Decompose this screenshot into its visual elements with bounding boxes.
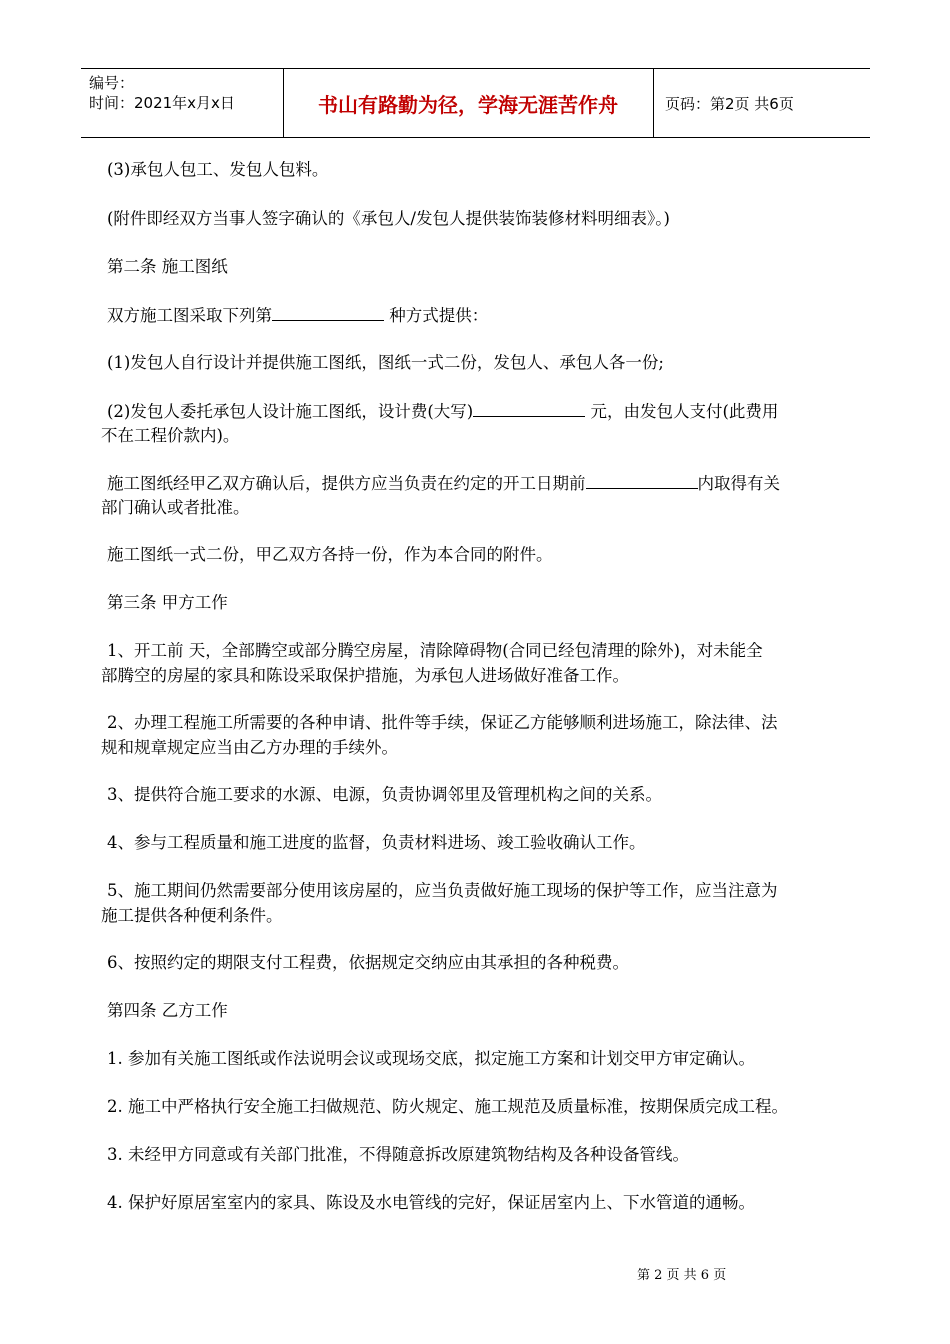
paragraph-continuation: 不在工程价款内)。 [101,426,240,445]
text-segment: 种方式提供： [384,306,489,325]
header-page-number: 页码：第2页 共6页 [665,94,794,113]
paragraph: 4. 保护好原居室室内的家具、陈设及水电管线的完好，保证居室内上、下水管道的通畅。 [107,1193,755,1212]
document-number: 编号： [89,74,135,92]
text-segment: 元，由发包人支付(此费用 [585,402,779,421]
paragraph: 1. 参加有关施工图纸或作法说明会议或现场交底，拟定施工方案和计划交甲方审定确认。 [107,1049,755,1068]
paragraph: 4、参与工程质量和施工进度的监督，负责材料进场、竣工验收确认工作。 [107,833,646,852]
paragraph: (3)承包人包工、发包人包料。 [107,160,329,179]
paragraph: 2. 施工中严格执行安全施工扫做规范、防火规定、施工规范及质量标准，按期保质完成工程。 [107,1097,788,1116]
paragraph [107,398,778,424]
page-header [81,68,870,138]
text-segment: 双方施工图采取下列第 [107,306,272,325]
fill-blank [272,302,384,321]
paragraph: 施工图纸一式二份，甲乙双方各持一份，作为本合同的附件。 [107,545,553,564]
paragraph: 5、施工期间仍然需要部分使用该房屋的，应当负责做好施工现场的保护等工作，应当注意为 [107,881,778,900]
article-heading: 第二条 施工图纸 [107,257,228,276]
paragraph: (1)发包人自行设计并提供施工图纸，图纸一式二份，发包人、承包人各一份; [107,353,664,372]
paragraph-continuation: 部腾空的房屋的家具和陈设采取保护措施，为承包人进场做好准备工作。 [101,666,629,685]
footer-page-number: 第 2 页 共 6 页 [637,1268,727,1283]
paragraph: 6、按照约定的期限支付工程费，依据规定交纳应由其承担的各种税费。 [107,953,629,972]
fill-blank [473,398,585,417]
header-meta [89,73,235,113]
document-date: 时间：2021年x月x日 [89,94,235,112]
paragraph-continuation: 部门确认或者批准。 [101,498,250,517]
header-motto: 书山有路勤为径，学海无涯苦作舟 [318,92,618,117]
article-heading: 第三条 甲方工作 [107,593,228,612]
paragraph-continuation: 规和规章规定应当由乙方办理的手续外。 [101,738,398,757]
text-segment: 内取得有关 [697,474,780,493]
header-divider [653,69,654,137]
paragraph [107,302,488,328]
paragraph: 2、办理工程施工所需要的各种申请、批件等手续，保证乙方能够顺利进场施工，除法律、法 [107,713,778,732]
paragraph: 3. 未经甲方同意或有关部门批准，不得随意拆改原建筑物结构及各种设备管线。 [107,1145,689,1164]
paragraph: 1、开工前 天，全部腾空或部分腾空房屋，清除障碍物(合同已经包清理的除外)，对未能全 [107,641,763,660]
paragraph-continuation: 施工提供各种便利条件。 [101,906,283,925]
text-segment: 施工图纸经甲乙双方确认后，提供方应当负责在约定的开工日期前 [107,474,586,493]
article-heading: 第四条 乙方工作 [107,1001,228,1020]
text-segment: (2)发包人委托承包人设计施工图纸，设计费(大写) [107,402,474,421]
paragraph [107,470,780,496]
paragraph: (附件即经双方当事人签字确认的《承包人/发包人提供装饰装修材料明细表》。) [107,209,670,228]
paragraph: 3、提供符合施工要求的水源、电源，负责协调邻里及管理机构之间的关系。 [107,785,662,804]
fill-blank [586,470,698,489]
